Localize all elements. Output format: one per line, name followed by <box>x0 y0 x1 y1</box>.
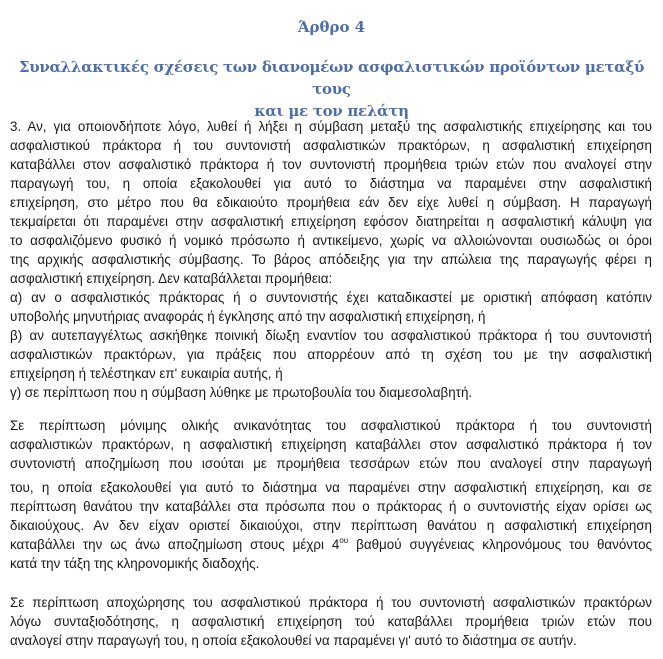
list-item-a: α) αν ο ασφαλιστικός πράκτορας ή ο συντονιστής έχει καταδικαστεί με οριστική απόφαση κατόπιν <box>10 290 652 305</box>
text-line: παραγωγή του, η οποία εξακολουθεί για αυτό το διάστημα να παραμένει στην ασφαλιστική <box>10 176 652 191</box>
text-segment: καταβάλλει την ως άνω αποζημίωση στους μέχρι 4 <box>10 537 340 552</box>
article-number: Άρθρο 4 <box>297 18 366 36</box>
article-title <box>0 56 663 122</box>
paragraph-death <box>10 478 652 573</box>
list-item-b-cont: ασφαλιστικών πρακτόρων, για πράξεις που απορρέουν από τη σχέση του με την ασφαλιστική <box>10 347 652 362</box>
article-title-line-2: και με τον πελάτη <box>254 102 409 120</box>
text-line: κατά την τάξη της κληρονομικής διαδοχής. <box>10 556 260 571</box>
article-title-line-1: Συναλλακτικές σχέσεις των διανομέων ασφαλιστικών προϊόντων μεταξύ τους <box>18 58 645 98</box>
text-line: της αρχικής ασφαλιστικής σύμβασης. Το βάρος απόδειξης για την απώλεια της παραγωγής φέρει η <box>10 252 652 267</box>
text-line: 3. Αν, για οποιονδήποτε λόγο, λυθεί ή λήξει η σύμβαση μεταξύ της ασφαλιστικής επιχείρησης και του <box>10 119 652 134</box>
list-item-c: γ) σε περίπτωση που η σύμβαση λύθηκε με πρωτοβουλία του διαμεσολαβητή. <box>10 385 473 400</box>
text-line: ασφαλιστικού πράκτορα ή του συντονιστή ασφαλιστικών πρακτόρων, η ασφαλιστική επιχείρηση <box>10 138 652 153</box>
text-line: ασφαλιστική επιχείρηση. Δεν καταβάλλεται προμήθεια: <box>10 271 333 286</box>
text-line: επιχείρηση, στο μέτρο που θα εδικαιούτο προμήθεια εάν δεν είχε λυθεί η σύμβαση. Η παραγωγή <box>10 195 652 210</box>
paragraph-termination <box>10 117 652 402</box>
text-line: το ασφαλιζόμενο φυσικό ή νομικό πρόσωπο ή αντικείμενο, χωρίς να αλλοιώνονται ουσιωδώς οι όροι <box>10 233 652 248</box>
text-line: καταβάλλει στον ασφαλιστικό πράκτορα ή τον συντονιστή προμήθεια τριών ετών που αναλογεί στην <box>10 157 652 172</box>
paragraph-disability <box>10 416 652 473</box>
text-line: του, η οποία εξακολουθεί για αυτό το διάστημα να παραμένει στην ασφαλιστική επιχείρηση, και σε <box>10 480 652 495</box>
text-line: ασφαλιστικών πρακτόρων, η ασφαλιστική επιχείρηση καταβάλλει στον ασφαλιστικό πράκτορα ή τον <box>10 437 652 452</box>
text-line <box>10 535 652 554</box>
text-line: Σε περίπτωση μόνιμης ολικής ανικανότητας του ασφαλιστικού πράκτορα ή του συντονιστή <box>10 418 652 433</box>
list-item-b-cont: επιχείρηση ή τελέστηκαν επ' ευκαιρία αυτής, ή <box>10 366 283 381</box>
text-line: τεκμαίρεται ότι παραμένει στην ασφαλιστική επιχείρηση εφόσον διατηρείται η ασφαλιστική κάλυψη για <box>10 214 652 229</box>
paragraph-retirement <box>10 593 652 650</box>
text-line: συντονιστή αποζημίωση που ισούται με προμήθεια τεσσάρων ετών που αναλογεί στην παραγωγή <box>10 456 652 471</box>
ordinal-superscript: ου <box>339 536 349 545</box>
text-segment: βαθμού συγγένειας κληρονόμους του θανόντος <box>348 537 652 552</box>
text-line: δικαιούχους. Αν δεν είχαν οριστεί δικαιούχοι, στην περίπτωση θανάτου η ασφαλιστική επιχείρηση <box>10 518 652 533</box>
text-line: αναλογεί στην παραγωγή του, η οποία εξακολουθεί να παραμένει γι' αυτό το διάστημα σε αυτήν. <box>10 633 577 648</box>
text-line: περίπτωση θανάτου την καταβάλλει στα πρόσωπα που ο πράκτορας ή ο συντονιστής είχαν ορίσει ως <box>10 499 652 514</box>
text-line: Σε περίπτωση αποχώρησης του ασφαλιστικού πράκτορα ή του συντονιστή ασφαλιστικών πρακτόρων <box>10 595 652 610</box>
list-item-b: β) αν αυτεπαγγέλτως ασκήθηκε ποινική δίωξη εναντίον του ασφαλιστικού πράκτορα ή του συντονιστή <box>10 328 652 343</box>
text-line: λόγω συνταξιοδότησης, η ασφαλιστική επιχείρηση τού καταβάλλει προμήθεια τριών ετών που <box>10 614 652 629</box>
list-item-a-cont: υποβολής μηνυτήριας αναφοράς ή έγκλησης από την ασφαλιστική επιχείρηση, ή <box>10 309 486 324</box>
